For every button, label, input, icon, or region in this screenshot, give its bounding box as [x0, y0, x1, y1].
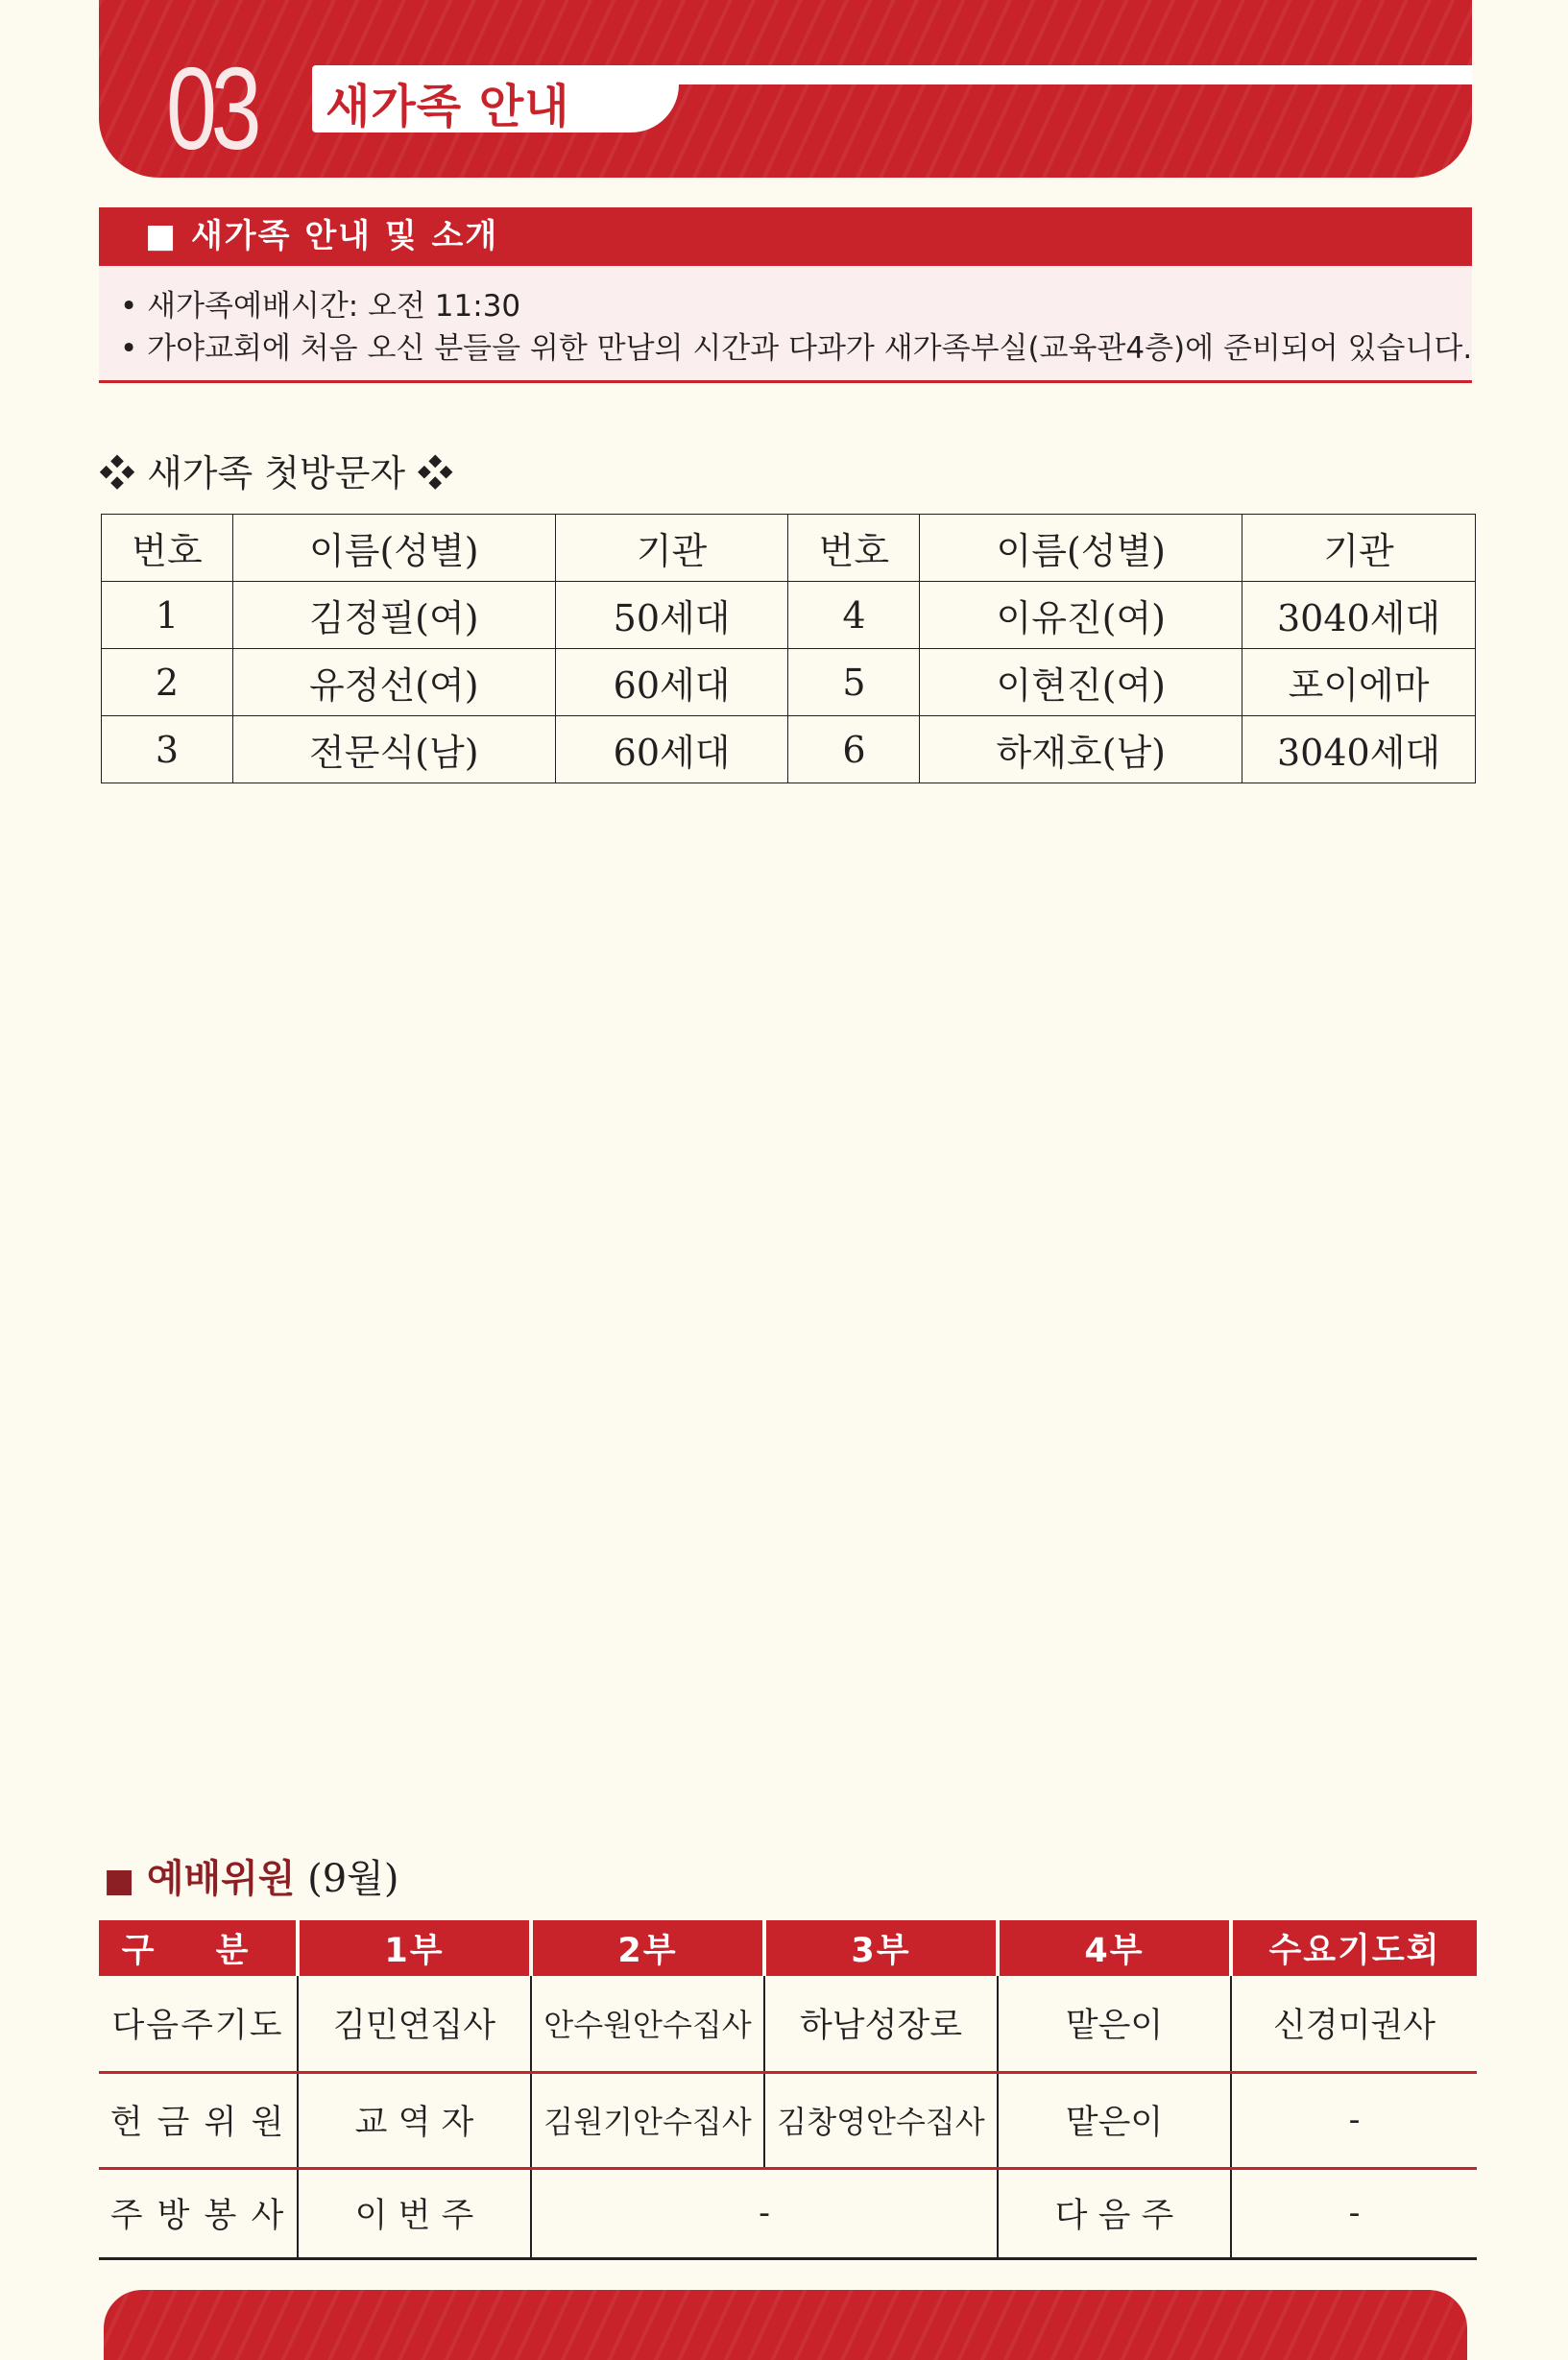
table-cell: 김민연집사: [298, 1976, 531, 2072]
intro-body: [99, 266, 1472, 383]
table-cell: 유정선(여): [232, 649, 555, 716]
table-cell: 전문식(남): [232, 716, 555, 783]
row-label: 다음주기도: [99, 1976, 298, 2072]
table-cell: 맡은이: [998, 2072, 1231, 2168]
table-cell: 6: [788, 716, 920, 783]
column-header: 기관: [555, 515, 788, 582]
page-title: 새가족 안내: [326, 80, 570, 133]
table-cell: 하남성장로: [764, 1976, 998, 2072]
kitchen-this-week-label: 이 번 주: [298, 2168, 531, 2258]
table-cell: 교 역 자: [298, 2072, 531, 2168]
header-divider-curve: [591, 84, 679, 132]
intro-line: • 가야교회에 처음 오신 분들을 위한 만남의 시간과 다과가 새가족부실(교육관4층)에 준비되어 있습니다.: [120, 331, 1473, 366]
table-row: [99, 2168, 1477, 2258]
table-cell: 60세대: [555, 716, 788, 783]
table-cell: 2: [102, 649, 233, 716]
column-header: 구 분: [99, 1920, 298, 1976]
table-cell: 이현진(여): [920, 649, 1242, 716]
table-header-row: [102, 515, 1476, 582]
column-header: 3부: [764, 1920, 998, 1976]
column-header: 4부: [998, 1920, 1231, 1976]
header-divider: [591, 65, 1472, 84]
table-cell: 하재호(남): [920, 716, 1242, 783]
table-cell: 안수원안수집사: [531, 1976, 764, 2072]
table-cell: 3: [102, 716, 233, 783]
column-header: 기관: [1242, 515, 1476, 582]
column-header: 번호: [102, 515, 233, 582]
table-row: [99, 1976, 1477, 2072]
table-cell: -: [1231, 2072, 1477, 2168]
worship-staff-table: [99, 1920, 1477, 2260]
column-header: 수요기도회: [1231, 1920, 1477, 1976]
worship-staff-heading: 예배위원: [146, 1857, 296, 1901]
table-cell: 김창영안수집사: [764, 2072, 998, 2168]
kitchen-this-week-value: -: [531, 2168, 998, 2258]
table-cell: 3040세대: [1242, 716, 1476, 783]
column-header: 이름(성별): [232, 515, 555, 582]
table-cell: 이유진(여): [920, 582, 1242, 649]
worship-staff-title: [104, 1848, 398, 1903]
table-cell: 김원기안수집사: [531, 2072, 764, 2168]
visitors-title: ❖ 새가족 첫방문자 ❖: [99, 452, 454, 494]
kitchen-next-week-value: -: [1231, 2168, 1477, 2258]
table-cell: 포이에마: [1242, 649, 1476, 716]
table-row: [99, 2072, 1477, 2168]
kitchen-next-week-label: 다 음 주: [998, 2168, 1231, 2258]
worship-staff-month: (9월): [307, 1857, 399, 1901]
section-number: 03: [166, 43, 256, 174]
intro-heading: ■ 새가족 안내 및 소개: [99, 207, 1472, 266]
table-cell: 김정필(여): [232, 582, 555, 649]
column-header: 1부: [298, 1920, 531, 1976]
table-header-row: [99, 1920, 1477, 1976]
table-cell: 60세대: [555, 649, 788, 716]
table-cell: 신경미권사: [1231, 1976, 1477, 2072]
table-cell: 4: [788, 582, 920, 649]
table-row: [102, 582, 1476, 649]
column-header: 이름(성별): [920, 515, 1242, 582]
table-cell: 50세대: [555, 582, 788, 649]
column-header: 번호: [788, 515, 920, 582]
table-row: [102, 649, 1476, 716]
table-cell: 3040세대: [1242, 582, 1476, 649]
visitors-table: [101, 514, 1476, 783]
table-cell: 5: [788, 649, 920, 716]
row-label: 주 방 봉 사: [99, 2168, 298, 2258]
column-header: 2부: [531, 1920, 764, 1976]
table-row: [102, 716, 1476, 783]
row-label: 헌 금 위 원: [99, 2072, 298, 2168]
square-bullet-icon: ■: [104, 1862, 135, 1900]
table-cell: 1: [102, 582, 233, 649]
header-banner: [99, 0, 1472, 178]
footer-banner: [104, 2290, 1467, 2360]
intro-line: • 새가족예배시간: 오전 11:30: [120, 289, 521, 324]
table-cell: 맡은이: [998, 1976, 1231, 2072]
